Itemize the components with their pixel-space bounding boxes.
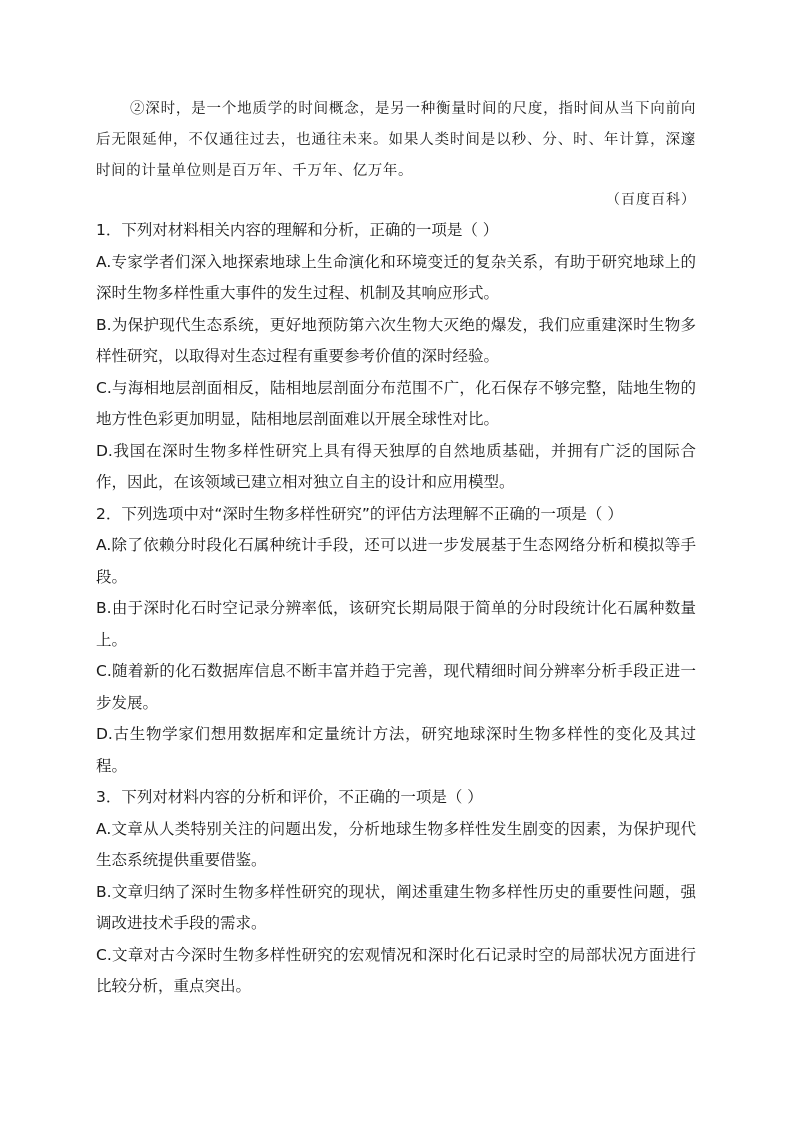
option-a: A.文章从人类特别关注的问题出发，分析地球生物多样性发生剧变的因素，为保护现代生态系统提供重要借鉴。 xyxy=(96,819,696,869)
question-3 xyxy=(96,782,696,1003)
option-b: B.为保护现代生态系统，更好地预防第六次生物大灭绝的爆发，我们应重建深时生物多样性研究，以取得对生态过程有重要参考价值的深时经验。 xyxy=(96,315,696,365)
reference-source: （百度百科） xyxy=(606,192,696,208)
question-2 xyxy=(96,499,696,783)
option-c: C.文章对古今深时生物多样性研究的宏观情况和深时化石记录时空的局部状况方面进行比较分析，重点突出。 xyxy=(96,945,696,995)
question-stem: 1．下列对材料相关内容的理解和分析，正确的一项是（ ） xyxy=(96,221,499,239)
question-stem: 2．下列选项中对“深时生物多样性研究”的评估方法理解不正确的一项是（ ） xyxy=(96,504,623,523)
option-a: A.专家学者们深入地探索地球上生命演化和环境变迁的复杂关系，有助于研究地球上的深时生物多样性重大事件的发生过程、机制及其响应形式。 xyxy=(96,252,696,302)
reference-note: ②深时，是一个地质学的时间概念，是另一种衡量时间的尺度，指时间从当下向前向后无限延伸，不仅通往过去，也通往未来。如果人类时间是以秒、分、时、年计算，深邃时间的计量单位则是百万年、千万年、亿万年。 xyxy=(96,101,696,179)
option-d: D.古生物学家们想用数据库和定量统计方法，研究地球深时生物多样性的变化及其过程。 xyxy=(96,725,696,775)
option-b: B.文章归纳了深时生物多样性研究的现状，阐述重建生物多样性历史的重要性问题，强调改进技术手段的需求。 xyxy=(96,882,696,932)
document-page xyxy=(96,94,696,1003)
option-a: A.除了依赖分时段化石属种统计手段，还可以进一步发展基于生态网络分析和模拟等手段。 xyxy=(96,536,696,586)
question-stem: 3．下列对材料内容的分析和评价，不正确的一项是（ ） xyxy=(96,788,483,806)
option-c: C.与海相地层剖面相反，陆相地层剖面分布范围不广，化石保存不够完整，陆地生物的地方性色彩更加明显，陆相地层剖面难以开展全球性对比。 xyxy=(96,378,696,428)
option-c: C.随着新的化石数据库信息不断丰富并趋于完善，现代精细时间分辨率分析手段正进一步发展。 xyxy=(96,662,696,712)
option-b: B.由于深时化石时空记录分辨率低，该研究长期局限于简单的分时段统计化石属种数量上。 xyxy=(96,599,696,649)
question-1 xyxy=(96,215,696,499)
option-d: D.我国在深时生物多样性研究上具有得天独厚的自然地质基础，并拥有广泛的国际合作，因此，在该领域已建立相对独立自主的设计和应用模型。 xyxy=(96,441,696,491)
